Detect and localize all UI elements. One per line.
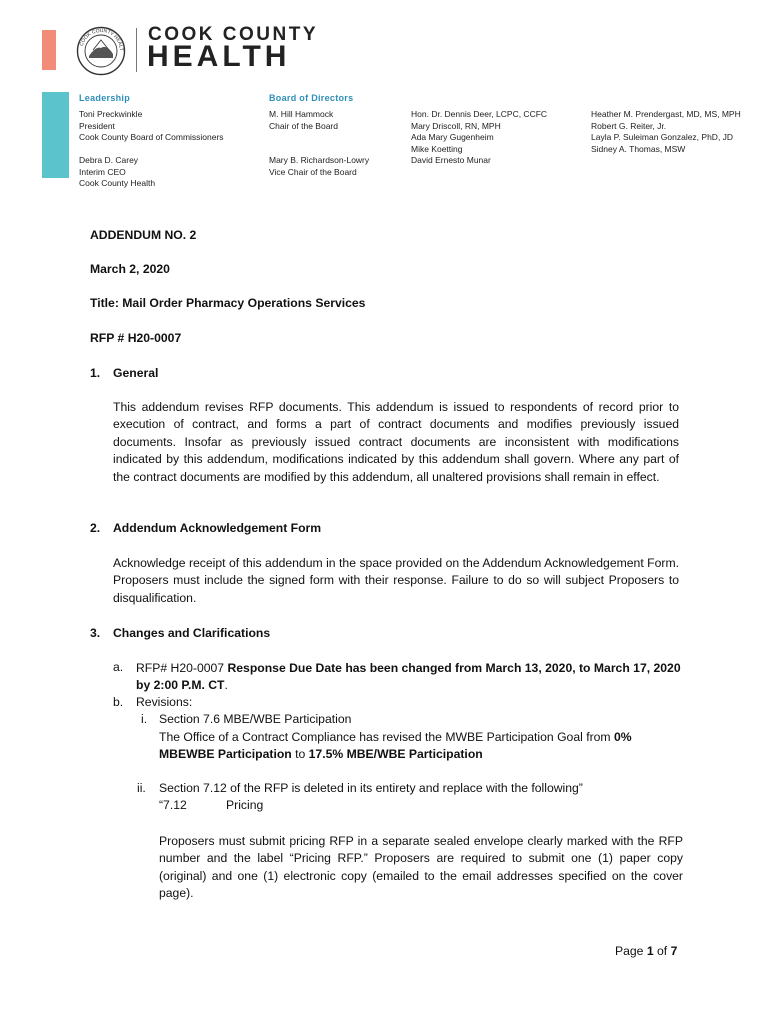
leadership-line: Toni Preckwinkle (79, 109, 143, 119)
item-a-end: . (224, 678, 228, 693)
item-i-body (159, 729, 683, 764)
section-2-body: Acknowledge receipt of this addendum in the space provided on the Addendum Acknowledgement Form. Proposers must include the signed form with their response. Failure to do so will subject Proposers to disqualification. (113, 556, 679, 605)
item-ii-text: Section 7.12 of the RFP is deleted in its entirety and replace with the following” (159, 781, 583, 795)
addendum-number: ADDENDUM NO. 2 (90, 228, 197, 242)
page-current: 1 (646, 944, 654, 958)
leadership-line: Cook County Health (79, 178, 156, 188)
salmon-accent-bar (42, 30, 56, 70)
addendum-date: March 2, 2020 (90, 262, 170, 276)
board-line: Heather M. Prendergast, MD, MS, MPH (591, 109, 741, 119)
item-i-bold-3: 17.5% MBE/WBE Participation (308, 747, 483, 762)
item-b-label: b. (113, 695, 124, 709)
page-number (615, 944, 677, 958)
page-of: of (653, 944, 671, 958)
board-line: Robert G. Reiter, Jr. (591, 120, 667, 131)
section-1-body: This addendum revises RFP documents. This addendum is issued to respondents of record prior to execution of contract, and forms a part of contract documents and modifies previously issued documents. Insofar as previously issued contract documents are inconsistent with modifications indicated by this addendum, modifications indicated by this addendum shall govern. Where any part of the contract documents are modified by this addendum, all unaltered provisions shall remain in effect. (113, 400, 679, 484)
section-1-heading: General (113, 366, 159, 380)
item-a-bold-1: Response Due Date has been changed from March 13, 2020, to March 17, 2020 (227, 661, 681, 675)
leadership-line: Cook County Board of Commissioners (79, 132, 224, 142)
item-ii-body: Proposers must submit pricing RFP in a separate sealed envelope clearly marked with the RFP number and the label “Pricing RFP.” Proposers are required to submit one (1) paper copy (original) and one (1) electronic copy (emailed to the email addresses specified on the cover page). (159, 834, 683, 901)
item-b-text: Revisions: (136, 695, 193, 709)
board-line: Mary Driscoll, RN, MPH (411, 120, 501, 131)
leadership-line: Interim CEO (79, 166, 126, 177)
item-i-bold-1: 0% (613, 730, 632, 744)
county-seal-logo (76, 26, 126, 76)
teal-accent-bar (42, 92, 69, 178)
section-3-heading: Changes and Clarifications (113, 626, 271, 640)
section-2-heading: Addendum Acknowledgement Form (113, 521, 322, 535)
board-col-1 (269, 109, 369, 178)
board-line: Vice Chair of the Board (269, 166, 357, 177)
section-2-number: 2. (90, 521, 101, 535)
board-line: Sidney A. Thomas, MSW (591, 143, 686, 154)
item-ii-label: ii. (137, 781, 146, 795)
board-col-2 (411, 109, 547, 167)
brand-line-2: HEALTH (147, 40, 291, 73)
leadership-line: President (79, 120, 115, 131)
leadership-title: Leadership (79, 93, 131, 103)
rfp-number: RFP # H20-0007 (90, 331, 182, 345)
item-a-label: a. (113, 660, 124, 674)
logo-divider (136, 28, 137, 72)
item-ii-heading: Pricing (226, 798, 264, 812)
board-line: David Ernesto Munar (411, 155, 491, 165)
board-line: Mike Koetting (411, 143, 463, 154)
brand-line-1: COOK COUNTY (148, 24, 318, 45)
page-total: 7 (670, 944, 678, 958)
board-line: Mary B. Richardson-Lowry (269, 155, 370, 165)
item-i-mid: to (291, 747, 309, 762)
section-1-number: 1. (90, 366, 101, 380)
board-col-3 (591, 109, 741, 155)
item-a-bold-2: by 2:00 P.M. CT (136, 678, 225, 693)
item-a-plain: RFP# H20-0007 (136, 661, 228, 675)
seal-text: COOK COUNTY HEALT (78, 27, 125, 52)
page-word: Page (615, 944, 647, 958)
document-title: Title: Mail Order Pharmacy Operations Services (90, 296, 366, 310)
leadership-list (79, 109, 224, 190)
board-line: Chair of the Board (269, 120, 338, 131)
leadership-line: Debra D. Carey (79, 155, 139, 165)
item-i-text: Section 7.6 MBE/WBE Participation (159, 712, 352, 726)
item-a-text (136, 660, 686, 695)
board-line: M. Hill Hammock (269, 109, 334, 119)
board-title: Board of Directors (269, 93, 354, 103)
board-line: Layla P. Suleiman Gonzalez, PhD, JD (591, 132, 734, 142)
board-line: Hon. Dr. Dennis Deer, LCPC, CCFC (411, 109, 548, 119)
section-3-number: 3. (90, 626, 101, 640)
item-i-bold-2: MBEWBE Participation (159, 747, 292, 762)
board-line: Ada Mary Gugenheim (411, 132, 494, 142)
item-i-label: i. (141, 712, 148, 726)
item-i-body-text: The Office of a Contract Compliance has revised the MWBE Participation Goal from (159, 730, 614, 744)
item-ii-number: “7.12 (159, 798, 187, 812)
